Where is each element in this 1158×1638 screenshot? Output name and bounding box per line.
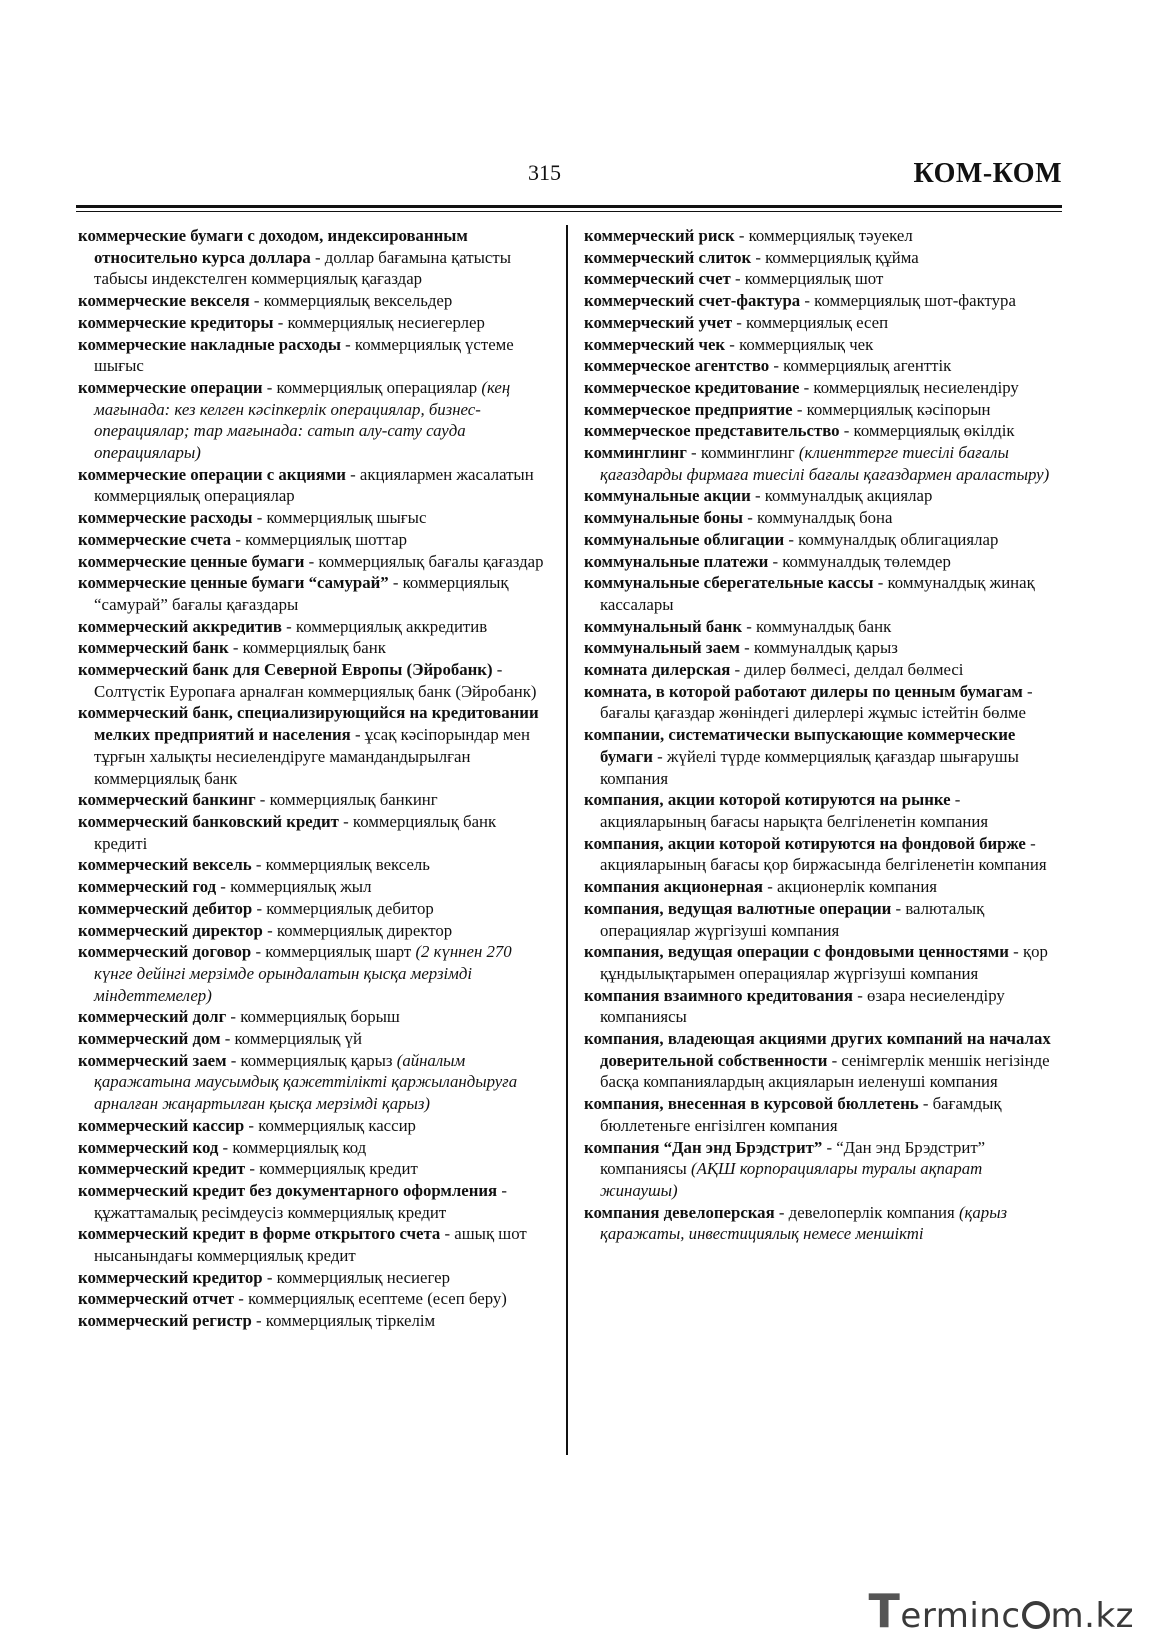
entry-term: коммерческие расходы: [78, 508, 253, 528]
entry-term: коммерческий договор: [78, 942, 252, 962]
entry-definition: - коммерциялық тәуекел: [734, 226, 913, 245]
dictionary-entry: [584, 659, 1052, 681]
entry-note: (АҚШ корпорациялары туралы ақпарат жинаушы): [600, 1159, 983, 1200]
dictionary-entry: [584, 551, 1052, 573]
dictionary-entry: [78, 529, 544, 551]
dictionary-entry: [584, 507, 1052, 529]
entry-term: коммерческий банк: [78, 638, 229, 658]
dictionary-entry: [78, 507, 544, 529]
dictionary-entry: [584, 898, 1052, 941]
dictionary-entry: [584, 572, 1052, 615]
entry-term: коммерческие операции: [78, 377, 263, 397]
dictionary-entry: [584, 1137, 1052, 1202]
logo-o-icon: [1022, 1601, 1050, 1629]
entry-definition: - коммуналдық қарыз: [739, 638, 898, 658]
dictionary-entry: [78, 1288, 544, 1310]
entry-term: коммерческий год: [78, 877, 217, 897]
entry-definition: - коммерциялық қарыз: [226, 1050, 397, 1070]
entry-term: коммерческий счет-фактура: [584, 291, 801, 311]
entry-note: (2 күннен 270 күнге дейінгі мерзімде орындалатын қысқа мерзімді міндеттемелер): [94, 942, 512, 1005]
entry-term: комминглинг: [584, 443, 687, 463]
entry-definition: - коммерциялық бағалы қағаздар: [304, 551, 544, 571]
entry-term: коммерческий дом: [78, 1029, 221, 1049]
dictionary-entry: [584, 442, 1052, 485]
dictionary-entry: [78, 1050, 544, 1115]
dictionary-entry: [584, 985, 1052, 1028]
dictionary-entry: [584, 876, 1052, 898]
entry-term: коммерческий кредит: [78, 1159, 246, 1179]
entry-definition: - сенімгерлік меншік негізінде басқа компаниялардың акцияларын иеленуші компания: [600, 1050, 1050, 1092]
dictionary-entry: [584, 225, 1052, 247]
dictionary-entry: [78, 312, 544, 334]
entry-term: компания девелоперская: [584, 1202, 775, 1222]
entry-definition: - коммерциялық “самурай” бағалы қағаздары: [94, 573, 509, 614]
entry-term: коммерческий банк, специализирующийся на кредитовании мелких предприятий и населения: [78, 703, 539, 745]
right-column: [584, 225, 1052, 1245]
dictionary-entry: [78, 876, 544, 898]
entry-term: коммерческий вексель: [78, 855, 252, 875]
entry-definition: - акционерлік компания: [763, 877, 938, 897]
dictionary-entry: [78, 811, 544, 854]
entry-term: коммунальные платежи: [584, 551, 769, 571]
entry-definition: - коммерциялық банкинг: [255, 790, 438, 810]
entry-term: коммерческое агентство: [584, 356, 770, 376]
page-number: 315: [528, 160, 561, 185]
entry-definition: - коммерциялық кредит: [245, 1159, 418, 1179]
entry-term: коммерческий аккредитив: [78, 616, 282, 636]
dictionary-entry: [584, 529, 1052, 551]
entry-definition: - девелоперлік компания: [774, 1202, 959, 1222]
dictionary-entry: [78, 659, 544, 702]
dictionary-entry: [584, 941, 1052, 984]
entry-term: коммерческие ценные бумаги “самурай”: [78, 573, 389, 593]
entry-definition: - коммерциялық шарт: [251, 942, 416, 962]
dictionary-entry: [78, 1006, 544, 1028]
entry-term: коммерческий кредитор: [78, 1267, 263, 1287]
entry-definition: - коммерциялық шот-фактура: [800, 291, 1016, 311]
entry-term: коммерческие кредиторы: [78, 312, 274, 332]
entry-term: коммерческие ценные бумаги: [78, 551, 305, 571]
entry-definition: - бағамдық бюллетеньге енгізілген компания: [600, 1094, 1002, 1135]
entry-definition: - комминглинг: [686, 443, 799, 463]
entry-definition: - коммерциялық үстеме шығыс: [94, 334, 514, 376]
dictionary-entry: [584, 637, 1052, 659]
dictionary-entry: [78, 1267, 544, 1289]
entry-note: (айналым қаражатына маусымдық қажеттілікті қаржыландыруға арналған жаңартылған қысқа мерзімді қарыз): [94, 1050, 518, 1114]
entry-definition: - коммерциялық несиегер: [262, 1267, 450, 1287]
entry-definition: - коммерциялық тіркелім: [251, 1311, 436, 1331]
entry-term: коммерческие накладные расходы: [78, 334, 341, 354]
entry-term: коммерческий код: [78, 1137, 219, 1157]
entry-definition: - коммерциялық кәсіпорын: [792, 399, 991, 419]
entry-definition: - коммерциялық өкілдік: [839, 421, 1015, 441]
dictionary-entry: [78, 572, 544, 615]
dictionary-entry: [584, 247, 1052, 269]
entry-term: коммунальные боны: [584, 508, 744, 528]
dictionary-entry: [78, 637, 544, 659]
left-column: [78, 225, 544, 1332]
dictionary-entry: [78, 854, 544, 876]
entry-term: компания взаимного кредитования: [584, 985, 854, 1005]
entry-term: коммерческий банковский кредит: [78, 811, 339, 831]
entry-definition: - коммерциялық шоттар: [231, 529, 408, 549]
dictionary-entry: [584, 724, 1052, 789]
entry-term: коммерческое предприятие: [584, 399, 793, 419]
header-rule: [76, 205, 1062, 208]
dictionary-entry: [78, 551, 544, 573]
dictionary-entry: [78, 898, 544, 920]
entry-definition: - коммерциялық кассир: [244, 1115, 416, 1135]
dictionary-entry: [584, 399, 1052, 421]
entry-definition: - қор құндылықтарымен операциялар жүргізуші компания: [600, 942, 1048, 983]
dictionary-entry: [78, 1180, 544, 1223]
entry-definition: - коммерциялық жыл: [216, 877, 372, 897]
entry-term: коммерческие операции с акциями: [78, 464, 346, 484]
entry-definition: - ашық шот нысанындағы коммерциялық кредит: [94, 1224, 527, 1266]
entry-definition: - коммерциялық чек: [725, 334, 874, 354]
entry-term: коммерческий регистр: [78, 1311, 252, 1331]
dictionary-entry: [78, 1137, 544, 1159]
dictionary-entry: [584, 1028, 1052, 1093]
entry-definition: - коммерциялық борыш: [226, 1007, 400, 1027]
dictionary-entry: [584, 1093, 1052, 1136]
entry-term: коммерческие векселя: [78, 291, 250, 311]
entry-term: коммерческий счет: [584, 269, 731, 289]
entry-definition: - коммерциялық шот: [730, 269, 884, 289]
dictionary-entry: [584, 833, 1052, 876]
dictionary-entry: [78, 920, 544, 942]
entry-definition: - дилер бөлмесі, делдал бөлмесі: [730, 660, 964, 680]
entry-term: коммерческий учет: [584, 312, 733, 332]
entry-definition: - доллар бағамына қатысты табысы индекстелген коммерциялық қағаздар: [94, 247, 511, 289]
entry-term: коммерческий банк для Северной Европы (Эйробанк): [78, 660, 493, 680]
dictionary-entry: [78, 290, 544, 312]
entry-term: коммерческий отчет: [78, 1289, 235, 1309]
dictionary-entry: [78, 377, 544, 464]
entry-definition: - “Дан энд Брэдстрит” компаниясы: [600, 1137, 986, 1179]
entry-term: коммерческий чек: [584, 334, 726, 354]
entry-definition: - коммерциялық шығыс: [252, 508, 427, 528]
entry-term: компания акционерная: [584, 877, 763, 897]
entry-definition: - коммерциялық есептеме (есеп беру): [234, 1289, 507, 1309]
dictionary-entry: [78, 464, 544, 507]
entry-definition: - коммуналдық банк: [742, 616, 892, 636]
entry-definition: - коммерциялық аккредитив: [281, 616, 488, 636]
entry-term: коммерческое представительство: [584, 421, 840, 441]
entry-definition: - коммерциялық есеп: [732, 312, 889, 332]
entry-definition: - коммерциялық операциялар: [262, 377, 482, 397]
entry-term: коммерческие бумаги с доходом, индексированным относительно курса доллара: [78, 226, 468, 267]
entry-term: коммерческий риск: [584, 226, 735, 245]
dictionary-entry: [78, 334, 544, 377]
dictionary-entry: [78, 1028, 544, 1050]
entry-definition: - өзара несиелендіру компаниясы: [600, 985, 1005, 1027]
entry-term: компания, акции которой котируются на фондовой бирже: [584, 833, 1026, 853]
entry-definition: - коммерциялық банк: [228, 638, 386, 658]
dictionary-entry: [78, 1310, 544, 1332]
entry-definition: - коммерциялық үй: [220, 1029, 362, 1049]
dictionary-entry: [78, 941, 544, 1006]
entry-term: коммерческий кредит без документарного оформления: [78, 1180, 498, 1200]
entry-term: компании, систематически выпускающие коммерческие бумаги: [584, 725, 1016, 766]
entry-definition: - акцияларының бағасы нарықта белгіленетін компания: [600, 790, 989, 831]
dictionary-entry: [78, 702, 544, 789]
entry-term: коммерческое кредитование: [584, 377, 800, 397]
dictionary-entry: [584, 355, 1052, 377]
dictionary-entry: [584, 1202, 1052, 1245]
entry-definition: - жүйелі түрде коммерциялық қағаздар шығарушы компания: [600, 746, 1019, 788]
entry-definition: - акцияларының бағасы қор биржасында белгіленетін компания: [600, 833, 1047, 875]
entry-definition: - ұсақ кәсіпорындар мен тұрғын халықты несиелендіруге мамандандырылған коммерциялық банк: [94, 725, 530, 788]
entry-definition: - Солтүстік Еуропаға арналған коммерциялық банк (Эйробанк): [94, 660, 537, 701]
entry-definition: - коммерциялық дебитор: [252, 898, 434, 918]
dictionary-entry: [584, 290, 1052, 312]
entry-term: компания, ведущая валютные операции: [584, 898, 892, 918]
entry-term: коммунальные сберегательные кассы: [584, 573, 874, 593]
entry-definition: - коммерциялық банк кредиті: [94, 811, 497, 853]
dictionary-entry: [584, 334, 1052, 356]
entry-definition: - коммерциялық агенттік: [769, 356, 952, 376]
entry-definition: - акциялармен жасалатын коммерциялық операциялар: [94, 464, 534, 506]
entry-definition: - коммерциялық вексельдер: [249, 291, 453, 311]
entry-term: коммунальный банк: [584, 616, 743, 636]
dictionary-entry: [584, 268, 1052, 290]
entry-definition: - коммерциялық код: [218, 1137, 367, 1157]
dictionary-entry: [584, 312, 1052, 334]
entry-definition: - коммуналдық бона: [743, 508, 893, 528]
entry-note: (кең мағынада: кез келген кәсіпкерлік операциялар, бизнес-операциялар; тар мағынада: сатып алу-сату сауда операциялары): [94, 377, 511, 463]
entry-term: комната, в которой работают дилеры по ценным бумагам: [584, 681, 1023, 701]
dictionary-entry: [78, 1115, 544, 1137]
entry-definition: - коммуналдық акциялар: [750, 486, 933, 506]
dictionary-entry: [584, 377, 1052, 399]
entry-term: компания “Дан энд Брэдстрит”: [584, 1137, 823, 1157]
dictionary-entry: [78, 789, 544, 811]
dictionary-entry: [78, 1223, 544, 1266]
entry-definition: - коммуналдық облигациялар: [784, 529, 999, 549]
entry-term: компания, владеющая акциями других компаний на началах доверительной собственности: [584, 1029, 1051, 1070]
entry-definition: - коммерциялық вексель: [251, 855, 430, 875]
entry-definition: - бағалы қағаздар жөніндегі дилерлері жұмыс істейтін бөлме: [600, 681, 1033, 723]
running-head: КОМ-КОМ: [913, 158, 1062, 189]
entry-definition: - коммерциялық құйма: [751, 247, 919, 267]
entry-definition: - құжаттамалық ресімдеусіз коммерциялық кредит: [94, 1180, 507, 1222]
header-rule-thin: [76, 211, 1062, 212]
entry-term: коммунальный заем: [584, 638, 740, 658]
dictionary-entry: [584, 789, 1052, 832]
entry-term: коммерческий долг: [78, 1007, 227, 1027]
entry-term: компания, акции которой котируются на рынке: [584, 790, 951, 810]
dictionary-entry: [78, 1158, 544, 1180]
entry-term: коммерческий дебитор: [78, 898, 253, 918]
termincom-logo: Terminc m.kz: [868, 1584, 1134, 1638]
entry-term: коммунальные акции: [584, 486, 751, 506]
entry-definition: - валюталық операциялар жүргізуші компания: [600, 898, 985, 940]
entry-note: (қарыз қаражаты, инвестициялық немесе меншікті: [600, 1202, 1008, 1244]
entry-term: комната дилерская: [584, 660, 731, 680]
dictionary-entry: [78, 225, 544, 290]
entry-note: (клиенттерге тиесілі бағалы қағаздарды фирмаға тиесілі бағалы қағаздармен араластыру): [600, 443, 1050, 484]
entry-term: коммерческий директор: [78, 920, 263, 940]
entry-term: коммерческий кредит в форме открытого счета: [78, 1224, 441, 1244]
entry-definition: - коммерциялық несиелендіру: [799, 377, 1019, 397]
dictionary-entry: [78, 616, 544, 638]
column-divider: [566, 225, 568, 1455]
entry-term: компания, внесенная в курсовой бюллетень: [584, 1094, 919, 1114]
entry-term: компания, ведущая операции с фондовыми ценностями: [584, 942, 1009, 962]
entry-definition: - коммуналдық жинақ кассалары: [600, 573, 1035, 614]
entry-term: коммунальные облигации: [584, 529, 785, 549]
entry-term: коммерческий кассир: [78, 1115, 245, 1135]
entry-definition: - коммерциялық несиегерлер: [273, 312, 485, 332]
entry-term: коммерческий слиток: [584, 247, 752, 267]
entry-term: коммерческий банкинг: [78, 790, 256, 810]
entry-definition: - коммуналдық төлемдер: [768, 551, 951, 571]
dictionary-entry: [584, 681, 1052, 724]
entry-definition: - коммерциялық директор: [262, 920, 453, 940]
entry-term: коммерческий заем: [78, 1050, 227, 1070]
dictionary-entry: [584, 420, 1052, 442]
entry-term: коммерческие счета: [78, 529, 232, 549]
dictionary-entry: [584, 616, 1052, 638]
dictionary-entry: [584, 485, 1052, 507]
